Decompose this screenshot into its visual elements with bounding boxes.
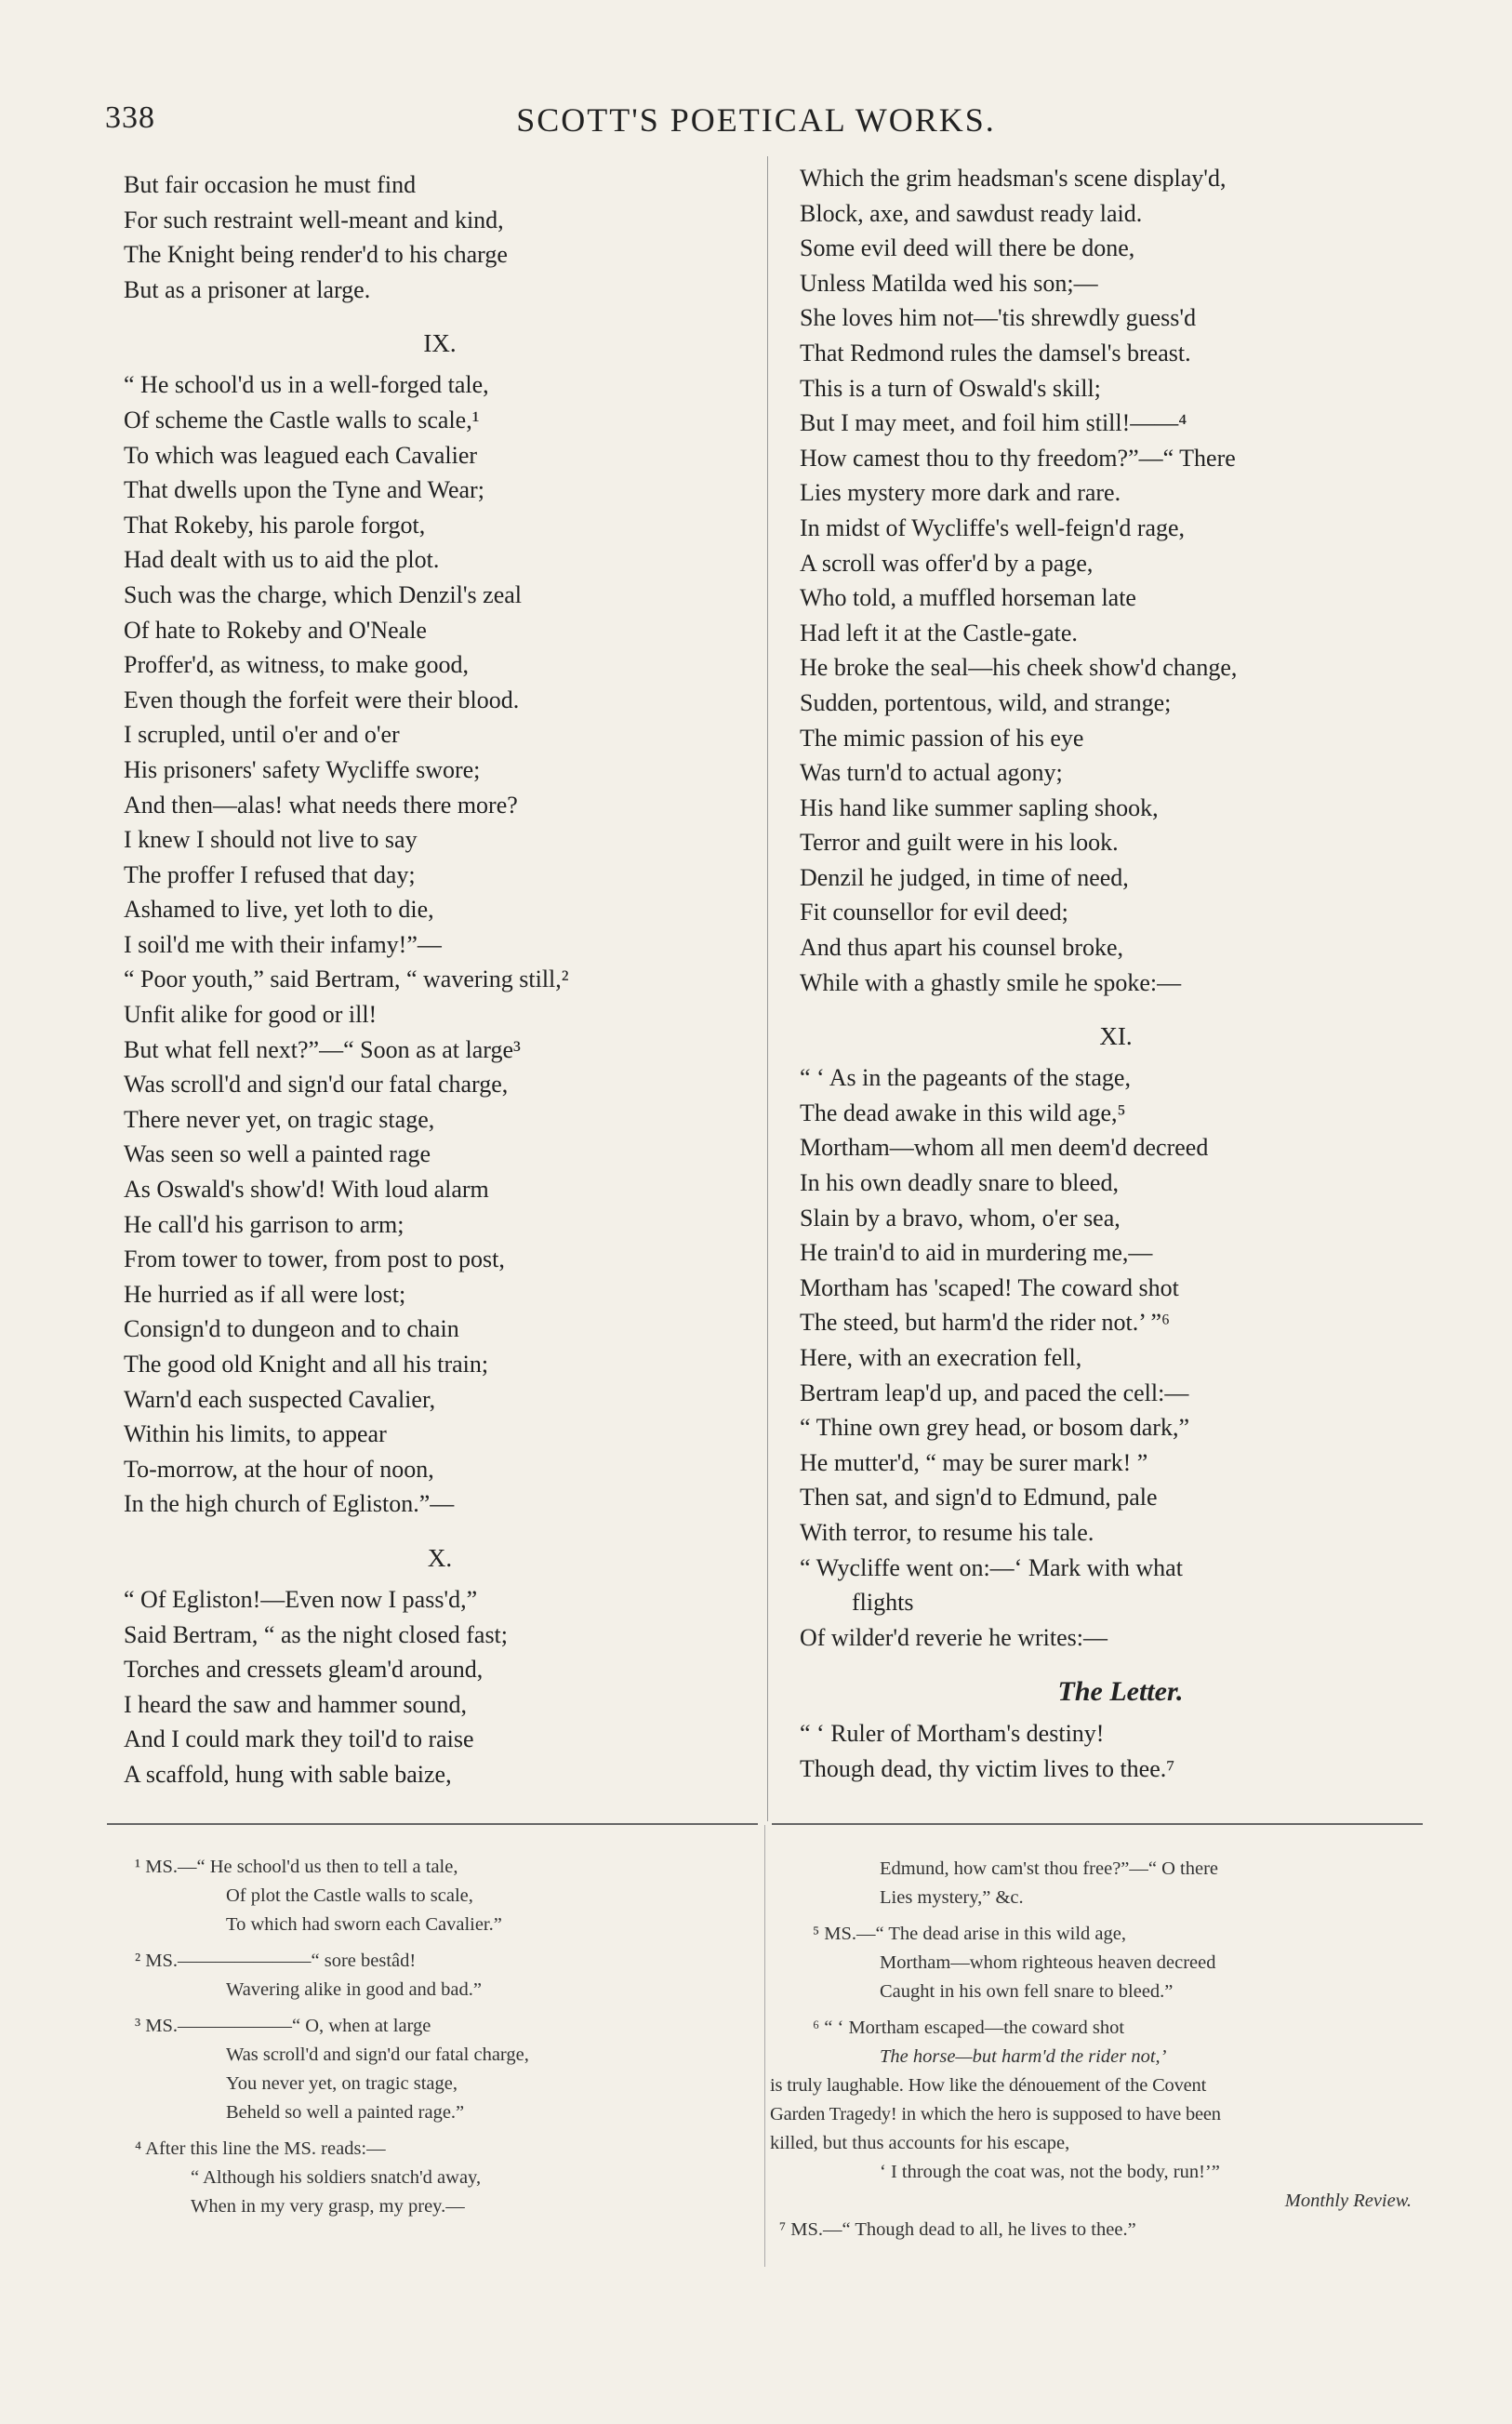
verse-line: Of scheme the Castle walls to scale,¹: [124, 406, 480, 433]
verse-line: Was seen so well a painted rage: [124, 1140, 431, 1168]
opening-stanza: [124, 167, 756, 307]
verse-line: He train'd to aid in murdering me,—: [800, 1239, 1153, 1267]
verse-line: “ Of Egliston!—Even now I pass'd,”: [124, 1585, 478, 1613]
verse-line: But what fell next?”—“ Soon as at large³: [124, 1035, 521, 1063]
verse-line: From tower to tower, from post to post,: [124, 1245, 505, 1273]
verse-line: And thus apart his counsel broke,: [800, 934, 1124, 962]
verse-line: The steed, but harm'd the rider not.’ ”⁶: [800, 1309, 1171, 1337]
verse-line: Denzil he judged, in time of need,: [800, 863, 1129, 891]
verse-line: “ ‘ As in the pageants of the stage,: [800, 1064, 1131, 1092]
verse-line: Who told, a muffled horseman late: [800, 584, 1136, 612]
verse-line: Even though the forfeit were their blood.: [124, 686, 520, 713]
section-heading-xi: XI.: [1099, 1022, 1133, 1051]
footnote-line: is truly laughable. How like the dénouement of the Covent: [770, 2075, 1207, 2096]
verse-line: “ Poor youth,” said Bertram, “ wavering still,²: [124, 966, 569, 993]
verse-line: A scroll was offer'd by a page,: [800, 549, 1094, 577]
section-heading-ix: IX.: [423, 329, 457, 358]
footnote-5: [770, 1920, 1439, 2006]
footnote-rule-right: [772, 1823, 1423, 1825]
footnotes-left: [135, 1853, 758, 2229]
footnote-6: [770, 2014, 1439, 2216]
letter-heading: The Letter.: [1057, 1676, 1184, 1708]
verse-line: Unfit alike for good or ill!: [124, 1001, 378, 1029]
footnote-line: Garden Tragedy! in which the hero is supposed to have been: [770, 2104, 1221, 2124]
verse-line: I scrupled, until o'er and o'er: [124, 721, 400, 749]
verse-line: His hand like summer sapling shook,: [800, 793, 1159, 821]
footnote-4: [135, 2135, 758, 2221]
footnote-line: ‘ I through the coat was, not the body, run!’”: [880, 2162, 1220, 2182]
verse-line: While with a ghastly smile he spoke:—: [800, 968, 1182, 996]
verse-line: I soil'd me with their infamy!”—: [124, 930, 442, 958]
verse-line: “ He school'd us in a well-forged tale,: [124, 371, 489, 399]
footnote-line: ⁶ “ ‘ Mortham escaped—the coward shot: [813, 2018, 1125, 2038]
verse-line-continuation: flights: [852, 1589, 914, 1617]
footnote-line: ² MS.———————“ sore bestâd!: [135, 1951, 417, 1971]
verse-line: She loves him not—'tis shrewdly guess'd: [800, 304, 1197, 332]
footnote-line: ⁷ MS.—“ Though dead to all, he lives to thee.”: [779, 2219, 1136, 2240]
verse-line: Was turn'd to actual agony;: [800, 759, 1063, 787]
footnote-line: ¹ MS.—“ He school'd us then to tell a tale,: [135, 1857, 458, 1877]
footnote-line: “ Although his soldiers snatch'd away,: [191, 2167, 482, 2188]
verse-line: Within his limits, to appear: [124, 1420, 387, 1448]
verse-line: Bertram leap'd up, and paced the cell:—: [800, 1378, 1189, 1406]
verse-line: Slain by a bravo, whom, o'er sea,: [800, 1204, 1121, 1232]
verse-line: Had left it at the Castle-gate.: [800, 619, 1078, 646]
verse-line: For such restraint well-meant and kind,: [124, 206, 504, 233]
verse-line: Said Bertram, “ as the night closed fast;: [124, 1620, 509, 1648]
footnote-divider: [764, 1825, 765, 2267]
verse-line: Warn'd each suspected Cavalier,: [124, 1385, 436, 1413]
verse-line: Block, axe, and sawdust ready laid.: [800, 199, 1143, 227]
footnote-3: [135, 2012, 758, 2127]
footnote-line: ⁵ MS.—“ The dead arise in this wild age,: [813, 1924, 1126, 1944]
footnote-line: You never yet, on tragic stage,: [226, 2073, 458, 2094]
footnote-line: ³ MS.——————“ O, when at large: [135, 2016, 431, 2036]
verse-line: “ ‘ Ruler of Mortham's destiny!: [800, 1720, 1105, 1748]
footnotes-right: [770, 1855, 1439, 2244]
section-xi-verse: [800, 1060, 1441, 1655]
running-title: SCOTT'S POETICAL WORKS.: [516, 101, 996, 139]
verse-line: But as a prisoner at large.: [124, 275, 371, 303]
footnote-line: ⁴ After this line the MS. reads:—: [135, 2138, 386, 2159]
footnote-line: When in my very grasp, my prey.—: [191, 2196, 465, 2217]
verse-line: Though dead, thy victim lives to thee.⁷: [800, 1754, 1175, 1782]
verse-line: Which the grim headsman's scene display'd,: [800, 165, 1227, 192]
verse-line: To-morrow, at the hour of noon,: [124, 1455, 434, 1483]
verse-line: How camest thou to thy freedom?”—“ There: [800, 444, 1236, 472]
verse-line: Lies mystery more dark and rare.: [800, 479, 1121, 507]
verse-line: I heard the saw and hammer sound,: [124, 1690, 467, 1718]
verse-line: Of hate to Rokeby and O'Neale: [124, 616, 427, 644]
verse-line: Consign'd to dungeon and to chain: [124, 1315, 459, 1343]
verse-line: Fit counsellor for evil deed;: [800, 899, 1068, 926]
verse-line: The good old Knight and all his train;: [124, 1351, 489, 1378]
right-column: [800, 161, 1441, 1787]
verse-line: “ Thine own grey head, or bosom dark,”: [800, 1414, 1190, 1442]
verse-line: Sudden, portentous, wild, and strange;: [800, 688, 1172, 716]
verse-line: His prisoners' safety Wycliffe swore;: [124, 755, 481, 783]
section-x-continued-verse: [800, 161, 1441, 1000]
page-number: 338: [105, 100, 155, 135]
verse-line: Torches and cressets gleam'd around,: [124, 1656, 484, 1684]
letter-verse: [800, 1716, 1441, 1786]
verse-line: He hurried as if all were lost;: [124, 1280, 406, 1308]
left-column: [124, 167, 756, 1792]
verse-line: Mortham—whom all men deem'd decreed: [800, 1134, 1209, 1162]
verse-line: That Rokeby, his parole forgot,: [124, 511, 426, 539]
footnote-line: Caught in his own fell snare to bleed.”: [880, 1981, 1174, 2002]
footnote-line: Beheld so well a painted rage.”: [226, 2102, 465, 2123]
verse-line: Unless Matilda wed his son;—: [800, 269, 1098, 297]
verse-line: The proffer I refused that day;: [124, 860, 416, 888]
verse-line: But I may meet, and foil him still!——⁴: [800, 409, 1187, 437]
verse-line: Here, with an execration fell,: [800, 1344, 1082, 1371]
verse-line: With terror, to resume his tale.: [800, 1518, 1094, 1546]
verse-line: Had dealt with us to aid the plot.: [124, 546, 440, 574]
section-ix-verse: [124, 367, 756, 1522]
verse-line: Then sat, and sign'd to Edmund, pale: [800, 1484, 1158, 1512]
verse-line: And then—alas! what needs there more?: [124, 791, 518, 819]
footnote-attribution: Monthly Review.: [1284, 2191, 1412, 2211]
verse-line: Some evil deed will there be done,: [800, 234, 1135, 262]
page-header: [0, 100, 1512, 147]
verse-line: In midst of Wycliffe's well-feign'd rage,: [800, 513, 1186, 541]
footnote-rule-left: [107, 1823, 758, 1825]
verse-line: I knew I should not live to say: [124, 826, 418, 854]
verse-line: He broke the seal—his cheek show'd change,: [800, 654, 1238, 682]
verse-line: The dead awake in this wild age,⁵: [800, 1099, 1126, 1126]
column-divider: [767, 156, 768, 1821]
section-heading-x: X.: [427, 1543, 453, 1572]
footnote-4-continued: [770, 1855, 1439, 1912]
verse-line: “ Wycliffe went on:—‘ Mark with what: [800, 1553, 1183, 1581]
verse-line: Ashamed to live, yet loth to die,: [124, 896, 434, 924]
verse-line: In the high church of Egliston.”—: [124, 1490, 455, 1518]
footnote-line: Of plot the Castle walls to scale,: [226, 1885, 473, 1906]
verse-line: To which was leagued each Cavalier: [124, 441, 478, 469]
verse-line: Proffer'd, as witness, to make good,: [124, 651, 470, 679]
verse-line: As Oswald's show'd! With loud alarm: [124, 1176, 489, 1204]
verse-line: Such was the charge, which Denzil's zeal: [124, 580, 522, 608]
footnote-line: Edmund, how cam'st thou free?”—“ O there: [880, 1858, 1219, 1879]
verse-line: He call'd his garrison to arm;: [124, 1210, 405, 1238]
footnote-line: killed, but thus accounts for his escape,: [770, 2133, 1070, 2153]
verse-line: That Redmond rules the damsel's breast.: [800, 339, 1191, 366]
verse-line: He mutter'd, “ may be surer mark! ”: [800, 1448, 1148, 1476]
verse-line: The Knight being render'd to his charge: [124, 241, 508, 269]
verse-line: Mortham has 'scaped! The coward shot: [800, 1273, 1179, 1301]
section-x-verse: [124, 1582, 756, 1792]
verse-line: In his own deadly snare to bleed,: [800, 1169, 1119, 1197]
verse-line: Terror and guilt were in his look.: [800, 829, 1119, 857]
verse-line: The mimic passion of his eye: [800, 724, 1084, 752]
footnote-1: [135, 1853, 758, 1939]
verse-line: Was scroll'd and sign'd our fatal charge,: [124, 1071, 509, 1099]
footnote-line: Was scroll'd and sign'd our fatal charge,: [226, 2044, 529, 2065]
footnote-line: Lies mystery,” &c.: [880, 1887, 1024, 1908]
footnote-2: [135, 1947, 758, 2004]
footnote-7: [770, 2216, 1439, 2244]
verse-line: That dwells upon the Tyne and Wear;: [124, 476, 484, 504]
verse-line: A scaffold, hung with sable baize,: [124, 1760, 452, 1788]
verse-line: There never yet, on tragic stage,: [124, 1105, 435, 1133]
verse-line: But fair occasion he must find: [124, 171, 417, 198]
verse-line: Of wilder'd reverie he writes:—: [800, 1623, 1108, 1651]
footnote-line: To which had sworn each Cavalier.”: [226, 1914, 502, 1935]
footnote-line: Mortham—whom righteous heaven decreed: [880, 1952, 1216, 1973]
footnote-line: Wavering alike in good and bad.”: [226, 1979, 483, 2000]
footnote-line: The horse—but harm'd the rider not,’: [880, 2046, 1167, 2067]
verse-line: And I could mark they toil'd to raise: [124, 1725, 474, 1753]
verse-line: This is a turn of Oswald's skill;: [800, 374, 1101, 402]
